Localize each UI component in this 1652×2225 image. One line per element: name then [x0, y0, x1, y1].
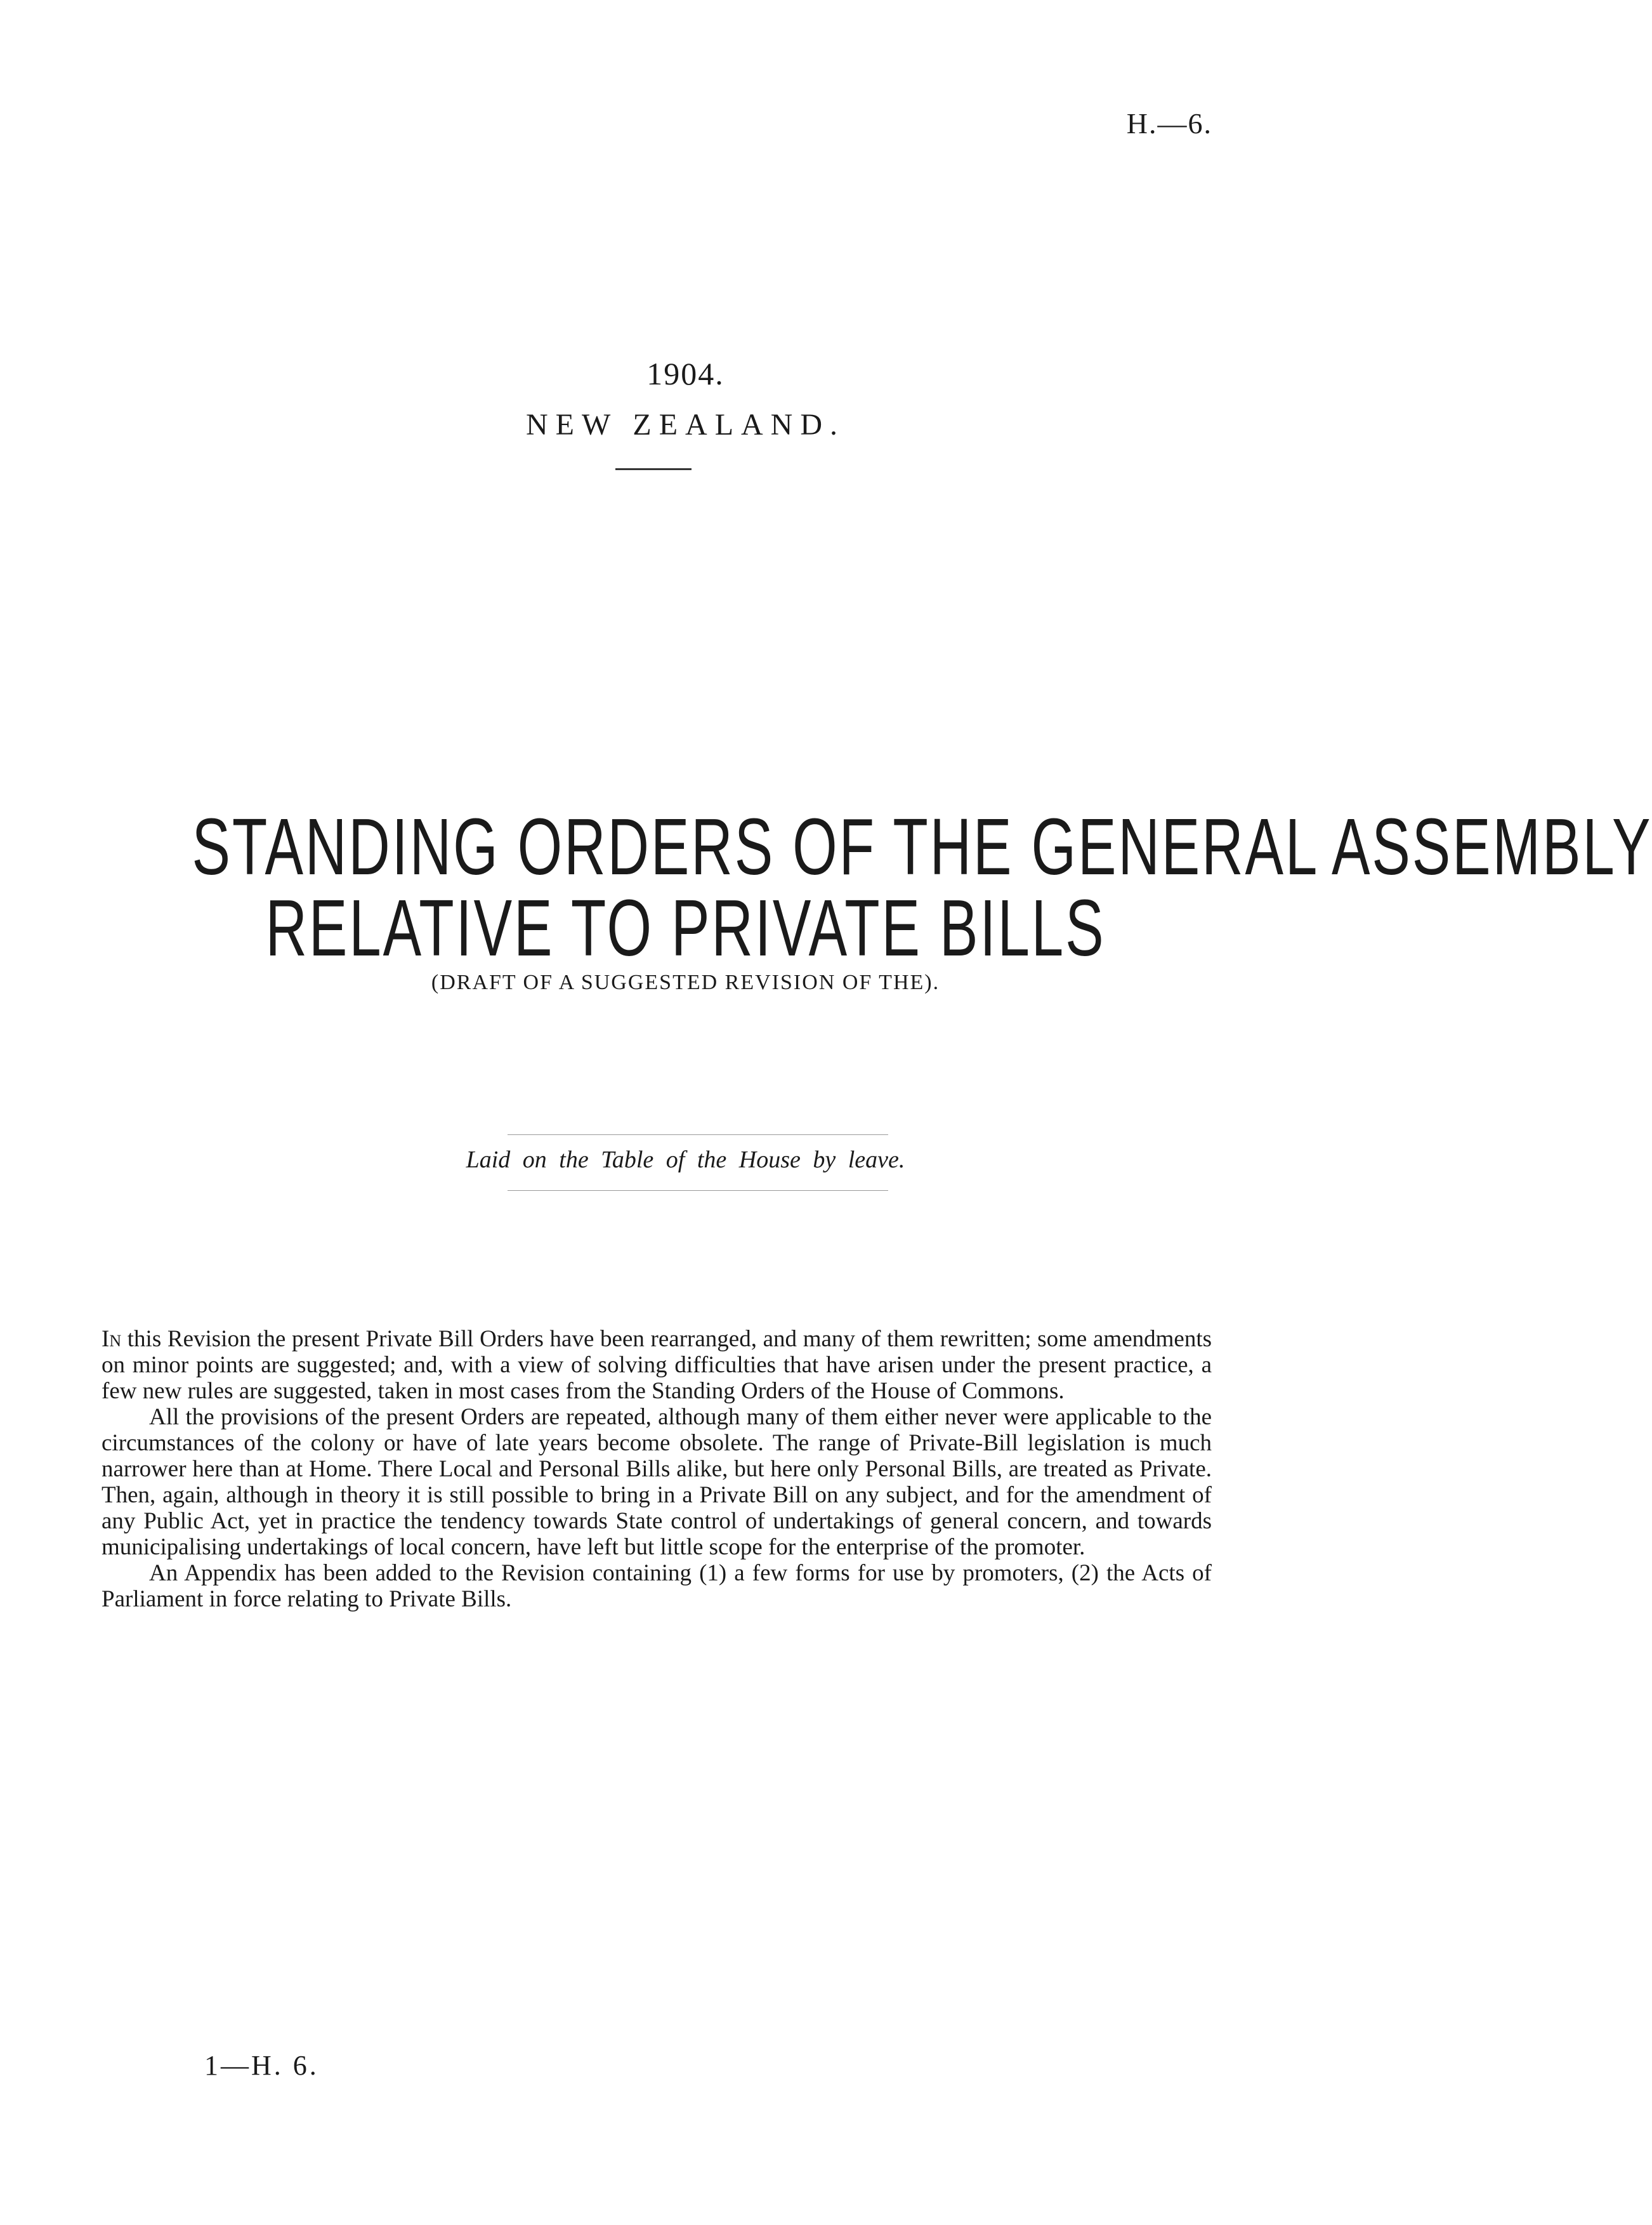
document-title-line-2: RELATIVE TO PRIVATE BILLS	[265, 883, 1106, 973]
document-subtitle: (DRAFT OF A SUGGESTED REVISION OF THE).	[431, 971, 940, 994]
document-title-line-1: STANDING ORDERS OF THE GENERAL ASSEMBLY	[192, 802, 1652, 891]
divider	[508, 1134, 888, 1135]
paragraph: All the provisions of the present Orders are repeated, although many of them either never were applicable to the circumstances of the colony or have of late years become obsolete. The range of Private-Bill legislation is much narrower here than at Home. There Local and Personal Bills alike, but here only Personal Bills, are treated as Private. Then, again, although in theory it is still possible to bring in a Private Bill on any subject, and for the amendment of any Public Act, yet in practice the tendency towards State control of undertakings of general concern, and towards municipalising undertakings of local concern, have left but little scope for the enterprise of the promoter.	[102, 1404, 1212, 1560]
paragraph: An Appendix has been added to the Revision containing (1) a few forms for use by promoters, (2) the Acts of Parliament in force relating to Private Bills.	[102, 1560, 1212, 1612]
presentation-note: Laid on the Table of the House by leave.	[466, 1146, 905, 1173]
year: 1904.	[646, 356, 724, 391]
divider	[615, 468, 692, 470]
paragraph-text: this Revision the present Private Bill Orders have been rearranged, and many of them rewritten; some amendments on minor points are suggested; and, with a view of solving difficulties that have arisen under the present practice, a few new rules are suggested, taken in most cases from the Standing Orders of the House of Commons.	[102, 1326, 1212, 1404]
page-reference: H.—6.	[1126, 107, 1212, 140]
body-text	[102, 1326, 1212, 1612]
sheet-reference: 1—H. 6.	[204, 2050, 319, 2081]
country-heading: NEW ZEALAND.	[525, 408, 846, 442]
paragraph-lead-word: In	[102, 1326, 122, 1352]
divider	[508, 1190, 888, 1191]
paragraph	[102, 1326, 1212, 1404]
